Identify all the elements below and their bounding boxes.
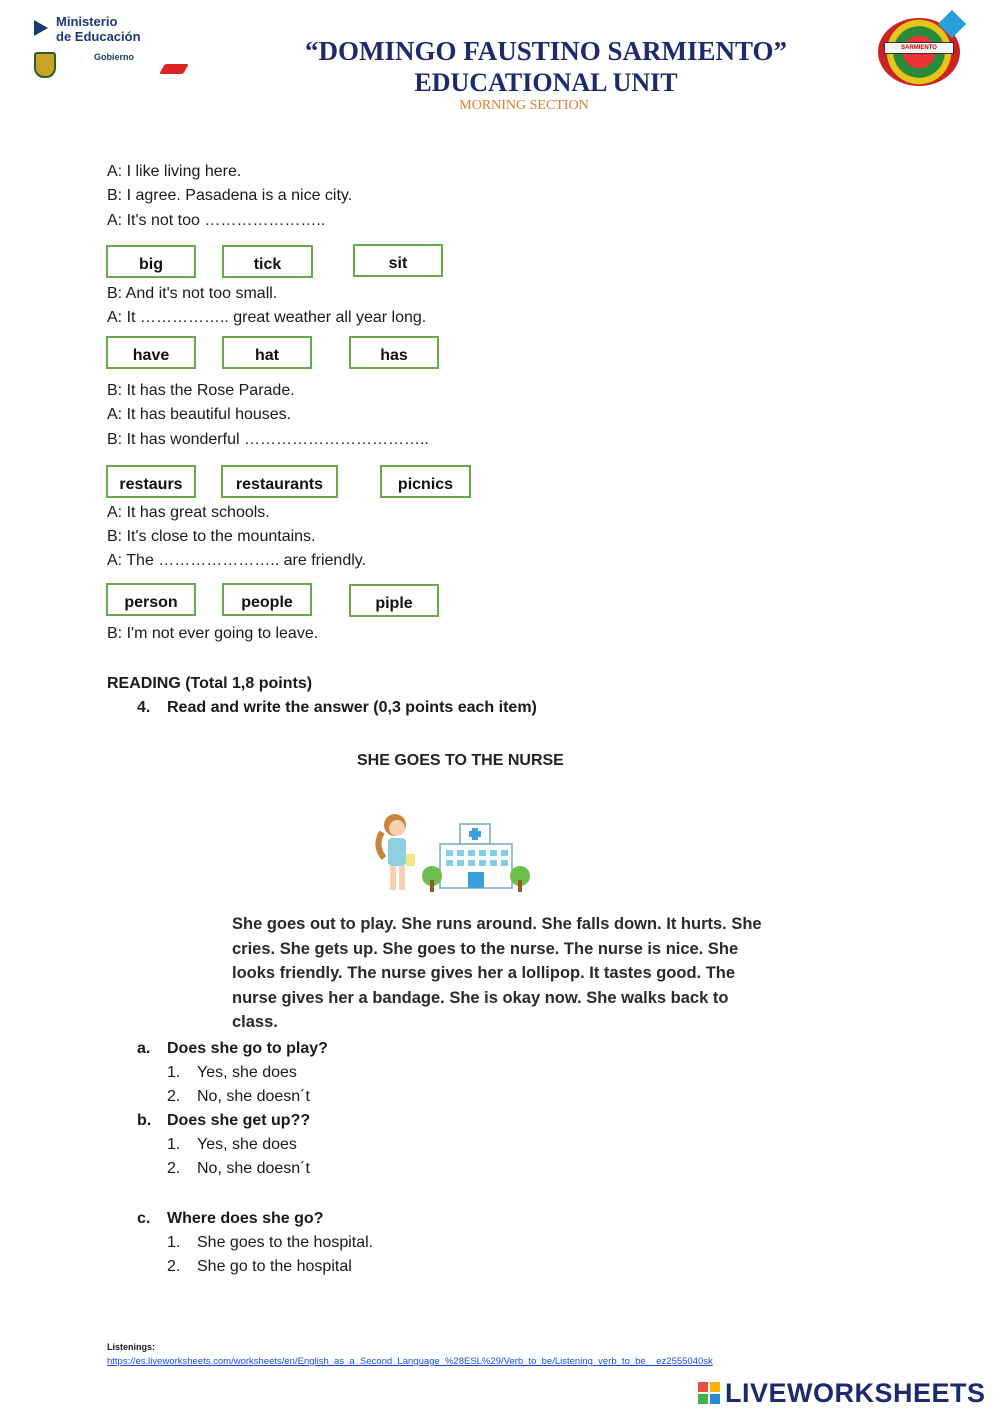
dialogue-line: A: The ………………….. are friendly. [107,552,367,569]
nurse-hospital-illustration [370,810,540,896]
liveworksheets-logo [698,1378,994,1410]
answer-option[interactable]: Yes, she does [197,1064,297,1081]
option-box[interactable]: piple [349,584,439,617]
option-box[interactable]: picnics [380,465,471,498]
answer-number: 1. [167,1064,181,1081]
dialogue-line: B: It has wonderful …………………………….. [107,431,429,448]
answer-number: 1. [167,1234,181,1251]
crest-band: SARMIENTO [884,42,954,54]
dialogue-line: B: I agree. Pasadena is a nice city. [107,187,353,204]
hospital-icon [440,824,512,888]
liveworksheets-grid-icon [698,1382,722,1406]
option-box[interactable]: tick [222,245,313,278]
option-box[interactable]: person [106,583,196,616]
answer-number: 2. [167,1258,181,1275]
dialogue-line: B: It's close to the mountains. [107,528,316,545]
option-box[interactable]: hat [222,336,312,369]
option-box[interactable]: restaurs [106,465,196,498]
dialogue-line: B: It has the Rose Parade. [107,382,295,399]
reading-instruction: Read and write the answer (0,3 points each item) [167,699,537,716]
answer-number: 2. [167,1088,181,1105]
answer-option[interactable]: Yes, she does [197,1136,297,1153]
answer-number: 1. [167,1136,181,1153]
listenings-label: Listenings: [107,1342,156,1352]
question-text: Does she get up?? [167,1112,311,1129]
option-box[interactable]: restaurants [221,465,338,498]
answer-option[interactable]: No, she doesn´t [197,1088,310,1105]
ministry-name-line1: Ministerio [56,14,118,29]
question-letter: a. [137,1040,151,1057]
option-box[interactable]: sit [353,244,443,277]
dialogue-line: B: And it's not too small. [107,285,278,302]
liveworksheets-brand: LIVEWORKSHEETS [725,1378,986,1408]
answer-option[interactable]: She go to the hospital [197,1258,352,1275]
answer-option[interactable]: No, she doesn´t [197,1160,310,1177]
girl-icon [378,814,415,890]
option-box[interactable]: people [222,583,312,616]
school-name: “DOMINGO FAUSTINO SARMIENTO” [304,36,788,66]
reading-heading: READING (Total 1,8 points) [107,675,313,692]
arrow-icon [34,20,48,36]
dialogue-line: B: I'm not ever going to leave. [107,625,319,642]
question-text: Where does she go? [167,1210,324,1227]
answer-option[interactable]: She goes to the hospital. [197,1234,374,1251]
story-text: She goes out to play. She runs around. She falls down. It hurts. She cries. She gets up. She goes to the nurse. The nurse is nice. She looks friendly. The nurse gives her a lollipop. It tastes good. The nurse gives her a bandage. She is okay now. She walks back to class. [232,915,762,1032]
ministry-name-line2: de Educación [56,29,141,44]
school-section: MORNING SECTION [459,98,589,113]
dialogue-line: A: It has beautiful houses. [107,406,292,423]
school-crest-logo [876,14,966,88]
item-number: 4. [137,699,151,716]
dialogue-line: A: It …………….. great weather all year long. [107,309,427,326]
answer-number: 2. [167,1160,181,1177]
option-box[interactable]: have [106,336,196,369]
question-text: Does she go to play? [167,1040,328,1057]
question-letter: b. [137,1112,152,1129]
dialogue-line: A: I like living here. [107,163,242,180]
dialogue-line: A: It has great schools. [107,504,270,521]
option-box[interactable]: big [106,245,196,278]
gobierno-label: Gobierno [94,52,134,62]
question-letter: c. [137,1210,151,1227]
listenings-link[interactable]: https://es.liveworksheets.com/worksheets/en/English_as_a_Second_Language_%28ESL%29/Verb_to_be/Listening_verb_to_be__ez2555040sk [107,1356,713,1367]
option-box[interactable]: has [349,336,439,369]
dialogue-line: A: It's not too ………………….. [107,212,326,229]
story-title: SHE GOES TO THE NURSE [357,752,564,769]
school-unit: EDUCATIONAL UNIT [414,68,678,97]
